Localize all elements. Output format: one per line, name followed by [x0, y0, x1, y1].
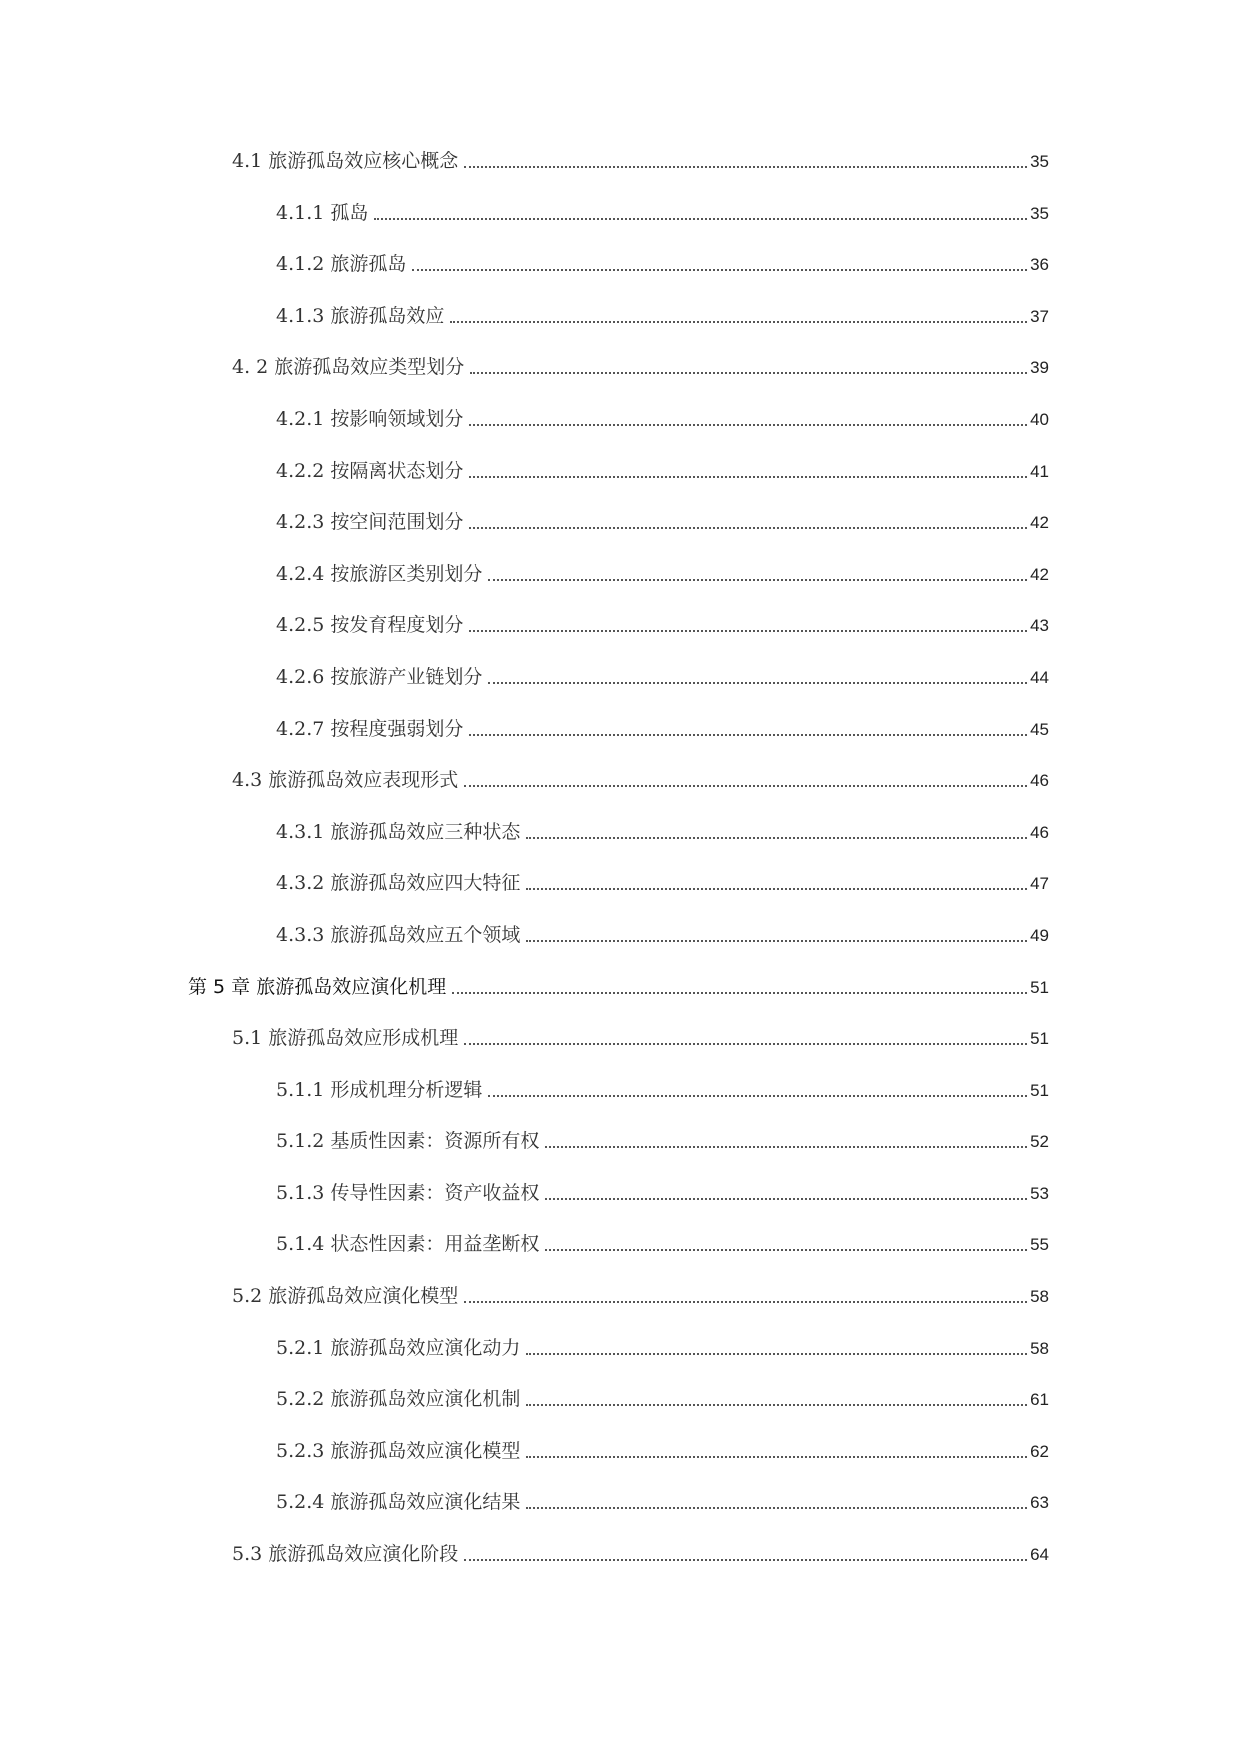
toc-entry[interactable] — [0, 1438, 1241, 1490]
toc-entry[interactable] — [0, 1335, 1241, 1387]
toc-entry-title: 5.2.3 旅游孤岛效应演化模型 — [276, 1439, 521, 1462]
toc-entry[interactable] — [0, 200, 1241, 252]
toc-entry-title: 4.2.3 按空间范围划分 — [276, 511, 464, 534]
toc-dot-leader — [488, 579, 1027, 581]
toc-dot-leader — [450, 321, 1027, 323]
toc-entry-line — [276, 251, 1049, 277]
toc-entry-line — [276, 458, 1049, 484]
toc-entry-title: 4.3.2 旅游孤岛效应四大特征 — [276, 872, 521, 895]
toc-entry-page-number: 51 — [1030, 1080, 1049, 1100]
toc-entry-page-number: 58 — [1030, 1287, 1049, 1307]
toc-entry-line — [276, 1335, 1049, 1361]
toc-entry-title: 5.1.2 基质性因素：资源所有权 — [276, 1130, 540, 1153]
toc-entry-title: 5.1.3 传导性因素：资产收益权 — [276, 1181, 540, 1204]
toc-entry-page-number: 62 — [1030, 1441, 1049, 1461]
toc-entry[interactable] — [0, 767, 1241, 819]
toc-dot-leader — [469, 476, 1027, 478]
toc-entry-line — [276, 612, 1049, 638]
toc-entry-line — [232, 1025, 1049, 1051]
toc-entry-page-number: 45 — [1030, 719, 1049, 739]
toc-entry[interactable] — [0, 303, 1241, 355]
toc-entry[interactable] — [0, 819, 1241, 871]
toc-entry-line — [232, 767, 1049, 793]
toc-entry[interactable] — [0, 561, 1241, 613]
toc-entry-line — [276, 561, 1049, 587]
toc-entry-title: 4.2.1 按影响领域划分 — [276, 407, 464, 430]
toc-entry-page-number: 64 — [1030, 1545, 1049, 1565]
toc-entry-page-number: 42 — [1030, 564, 1049, 584]
toc-entry-page-number: 35 — [1030, 203, 1049, 223]
toc-entry-title: 4.2.4 按旅游区类别划分 — [276, 562, 483, 585]
toc-entry-line — [276, 1438, 1049, 1464]
toc-entry-title: 5.2.4 旅游孤岛效应演化结果 — [276, 1491, 521, 1514]
toc-entry[interactable] — [0, 354, 1241, 406]
toc-entry-title: 4.2.6 按旅游产业链划分 — [276, 665, 483, 688]
toc-dot-leader — [488, 682, 1027, 684]
toc-entry-page-number: 52 — [1030, 1132, 1049, 1152]
toc-entry-page-number: 35 — [1030, 152, 1049, 171]
toc-entry-page-number: 49 — [1030, 925, 1049, 945]
toc-entry-line — [276, 1180, 1049, 1206]
toc-entry[interactable] — [0, 1283, 1241, 1335]
toc-entry-title: 4.2.5 按发育程度划分 — [276, 614, 464, 637]
toc-dot-leader — [470, 372, 1027, 374]
toc-entry-title: 4.3.3 旅游孤岛效应五个领域 — [276, 923, 521, 946]
toc-entry[interactable] — [0, 1025, 1241, 1077]
toc-entry-title: 4.3.1 旅游孤岛效应三种状态 — [276, 820, 521, 843]
toc-entry-title: 5.3 旅游孤岛效应演化阶段 — [232, 1543, 459, 1566]
toc-dot-leader — [469, 734, 1027, 736]
toc-entry[interactable] — [0, 1231, 1241, 1283]
toc-dot-leader — [545, 1146, 1027, 1148]
toc-entry-line — [276, 1386, 1049, 1412]
toc-entry[interactable] — [0, 922, 1241, 974]
toc-entry-line — [276, 1489, 1049, 1515]
toc-dot-leader — [526, 837, 1027, 839]
toc-entry-title: 4.1.3 旅游孤岛效应 — [276, 304, 445, 327]
toc-entry[interactable] — [0, 458, 1241, 510]
toc-entry-title: 第 5 章 旅游孤岛效应演化机理 — [188, 975, 447, 998]
toc-entry[interactable] — [0, 1541, 1241, 1593]
toc-entry-page-number: 46 — [1030, 771, 1049, 791]
toc-entry-title: 5.2 旅游孤岛效应演化模型 — [232, 1285, 459, 1308]
toc-dot-leader — [469, 424, 1027, 426]
toc-entry-title: 5.1 旅游孤岛效应形成机理 — [232, 1027, 459, 1050]
toc-entry-page-number: 41 — [1030, 461, 1049, 481]
toc-dot-leader — [464, 785, 1027, 787]
toc-entry[interactable] — [0, 1180, 1241, 1232]
toc-dot-leader — [545, 1249, 1027, 1251]
toc-entry-page-number: 61 — [1030, 1390, 1049, 1410]
toc-dot-leader — [469, 630, 1027, 632]
toc-dot-leader — [452, 992, 1027, 994]
toc-entry[interactable] — [0, 1386, 1241, 1438]
table-of-contents — [0, 148, 1241, 1593]
toc-entry[interactable] — [0, 716, 1241, 768]
toc-entry-page-number: 46 — [1030, 822, 1049, 842]
toc-dot-leader — [526, 1507, 1027, 1509]
toc-entry-page-number: 40 — [1030, 409, 1049, 429]
toc-entry-line — [232, 354, 1049, 380]
toc-entry-page-number: 44 — [1030, 667, 1049, 687]
toc-entry[interactable] — [0, 406, 1241, 458]
toc-dot-leader — [526, 1404, 1027, 1406]
toc-entry[interactable] — [0, 870, 1241, 922]
toc-dot-leader — [464, 1301, 1027, 1303]
toc-entry-line — [276, 509, 1049, 535]
toc-dot-leader — [526, 888, 1027, 890]
toc-dot-leader — [412, 269, 1027, 271]
toc-entry-title: 4.2.2 按隔离状态划分 — [276, 459, 464, 482]
toc-entry-line — [276, 303, 1049, 329]
toc-entry-line — [232, 1541, 1049, 1567]
toc-entry-line — [232, 148, 1049, 174]
toc-entry[interactable] — [0, 612, 1241, 664]
toc-entry[interactable] — [0, 251, 1241, 303]
toc-entry-title: 4.1.1 孤岛 — [276, 201, 369, 224]
toc-dot-leader — [464, 166, 1027, 168]
toc-entry-page-number: 63 — [1030, 1493, 1049, 1513]
toc-entry-line — [232, 1283, 1049, 1309]
toc-entry[interactable] — [0, 1489, 1241, 1541]
toc-dot-leader — [374, 218, 1027, 220]
toc-dot-leader — [526, 1456, 1027, 1458]
toc-entry-line — [276, 200, 1049, 226]
toc-dot-leader — [464, 1043, 1027, 1045]
toc-entry-title: 4.1 旅游孤岛效应核心概念 — [232, 150, 459, 172]
toc-entry-title: 5.2.2 旅游孤岛效应演化机制 — [276, 1388, 521, 1411]
toc-entry-line — [276, 716, 1049, 742]
toc-entry-page-number: 51 — [1030, 977, 1049, 997]
toc-entry-title: 4.1.2 旅游孤岛 — [276, 253, 407, 276]
toc-entry-page-number: 55 — [1030, 1235, 1049, 1255]
toc-dot-leader — [545, 1198, 1027, 1200]
toc-entry-line — [276, 1077, 1049, 1103]
toc-dot-leader — [526, 940, 1027, 942]
toc-entry-page-number: 39 — [1030, 358, 1049, 378]
toc-entry-title: 5.1.4 状态性因素：用益垄断权 — [276, 1233, 540, 1256]
toc-entry-line — [276, 870, 1049, 896]
toc-entry-page-number: 42 — [1030, 513, 1049, 533]
toc-entry-title: 5.2.1 旅游孤岛效应演化动力 — [276, 1336, 521, 1359]
toc-entry-page-number: 53 — [1030, 1183, 1049, 1203]
toc-entry-line — [276, 1231, 1049, 1257]
toc-dot-leader — [469, 527, 1027, 529]
toc-entry-line — [276, 1128, 1049, 1154]
toc-entry-page-number: 36 — [1030, 255, 1049, 275]
toc-entry-line — [276, 664, 1049, 690]
toc-entry-line — [276, 819, 1049, 845]
toc-entry-page-number: 37 — [1030, 306, 1049, 326]
toc-entry-title: 4. 2 旅游孤岛效应类型划分 — [232, 356, 465, 379]
toc-entry-title: 4.2.7 按程度强弱划分 — [276, 717, 464, 740]
toc-entry[interactable] — [0, 1128, 1241, 1180]
toc-entry[interactable] — [0, 974, 1241, 1026]
toc-entry-title: 5.1.1 形成机理分析逻辑 — [276, 1078, 483, 1101]
toc-dot-leader — [526, 1353, 1027, 1355]
toc-entry-page-number: 58 — [1030, 1338, 1049, 1358]
toc-entry[interactable] — [0, 148, 1241, 200]
toc-entry[interactable] — [0, 664, 1241, 716]
toc-dot-leader — [464, 1559, 1027, 1561]
toc-entry-page-number: 47 — [1030, 874, 1049, 894]
toc-entry-title: 4.3 旅游孤岛效应表现形式 — [232, 769, 459, 792]
toc-entry-page-number: 51 — [1030, 1029, 1049, 1049]
toc-entry-line — [188, 974, 1049, 1000]
toc-entry-line — [276, 406, 1049, 432]
toc-entry[interactable] — [0, 509, 1241, 561]
toc-entry-line — [276, 922, 1049, 948]
toc-entry[interactable] — [0, 1077, 1241, 1129]
toc-entry-page-number: 43 — [1030, 616, 1049, 636]
toc-dot-leader — [488, 1095, 1027, 1097]
